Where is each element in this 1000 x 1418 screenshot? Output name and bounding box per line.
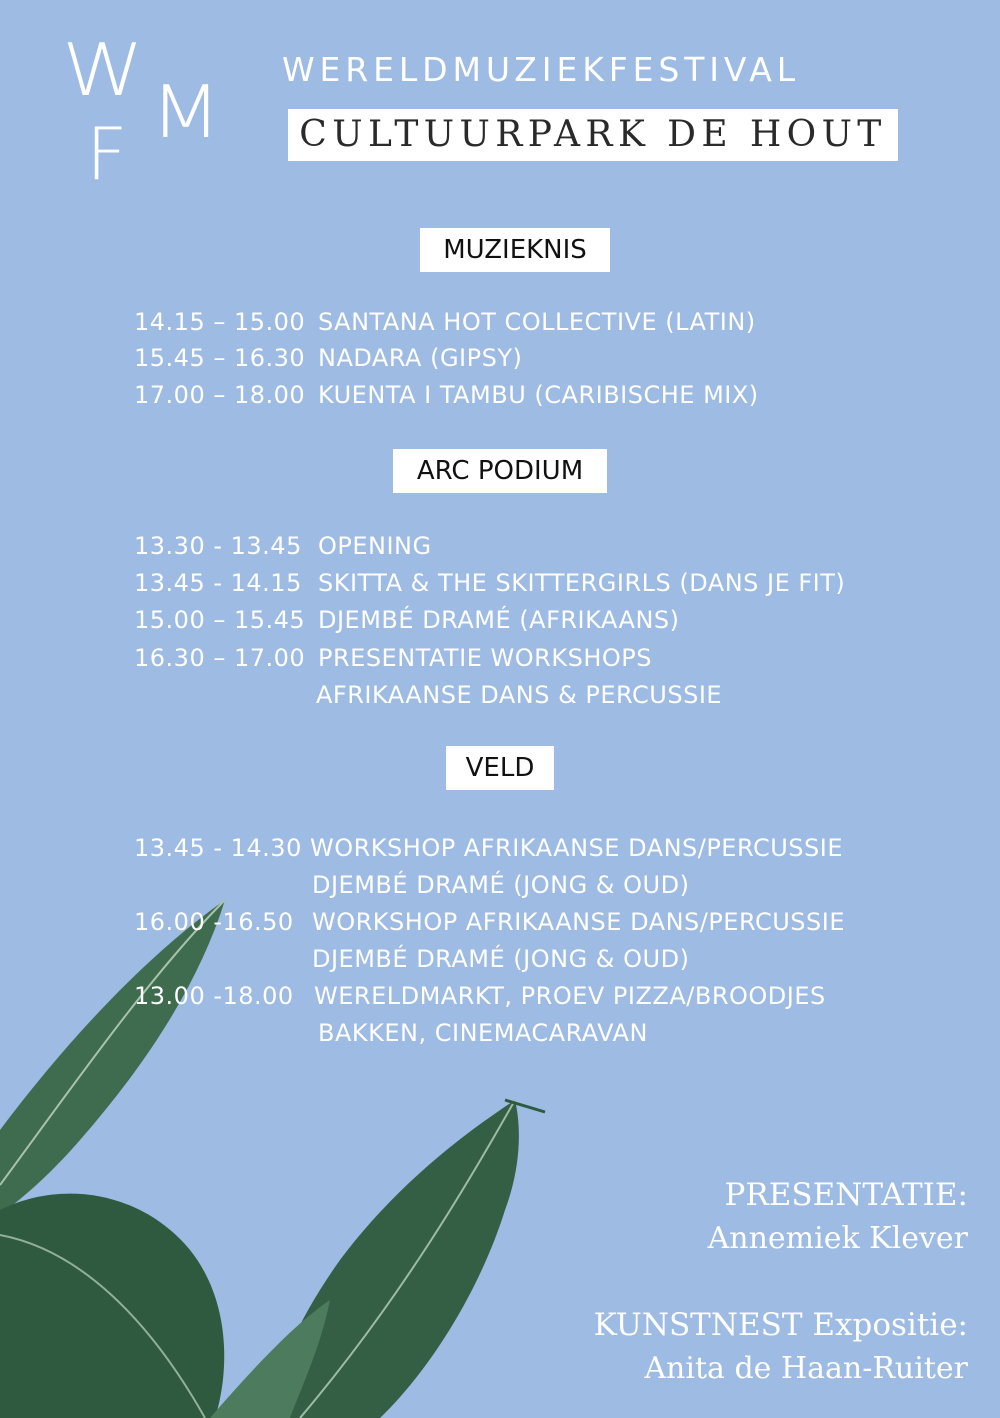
schedule-time: 14.15 – 15.00 bbox=[134, 308, 306, 336]
exhibition-heading: KUNSTNEST Expositie: bbox=[593, 1307, 968, 1343]
schedule-time: 16.30 – 17.00 bbox=[134, 644, 306, 672]
venue-label bbox=[288, 109, 898, 161]
festival-title: WERELDMUZIEKFESTIVAL bbox=[282, 50, 801, 89]
schedule-act: NADARA (GIPSY) bbox=[318, 344, 523, 372]
schedule-act: SKITTA & THE SKITTERGIRLS (DANS JE FIT) bbox=[318, 569, 846, 597]
wmf-logo bbox=[60, 28, 250, 196]
schedule-act: OPENING bbox=[318, 532, 432, 560]
leaf-long bbox=[0, 900, 225, 1215]
schedule-act: KUENTA I TAMBU (CARIBISCHE MIX) bbox=[318, 381, 759, 409]
schedule-act: WORKSHOP AFRIKAANSE DANS/PERCUSSIE bbox=[312, 908, 845, 936]
schedule-row bbox=[134, 910, 845, 934]
stage-heading-arc-podium: ARC PODIUM bbox=[393, 449, 607, 493]
schedule-row bbox=[134, 383, 759, 407]
stage-heading-muzieknis: MUZIEKNIS bbox=[420, 228, 610, 272]
schedule-time: 17.00 – 18.00 bbox=[134, 381, 306, 409]
presentation-name: Annemiek Klever bbox=[707, 1221, 968, 1256]
schedule-act: SANTANA HOT COLLECTIVE (LATIN) bbox=[318, 308, 756, 336]
schedule-time: 13.30 - 13.45 bbox=[134, 532, 302, 560]
schedule-row bbox=[134, 571, 845, 595]
exhibition-name: Anita de Haan-Ruiter bbox=[644, 1351, 968, 1386]
schedule-time: 15.45 – 16.30 bbox=[134, 344, 306, 372]
schedule-act-continuation: DJEMBÉ DRAMÉ (JONG & OUD) bbox=[312, 945, 690, 973]
schedule-time: 16.00 -16.50 bbox=[134, 908, 294, 936]
schedule-row bbox=[134, 984, 826, 1008]
logo-letter-f: F bbox=[86, 112, 128, 196]
schedule-act-continuation: AFRIKAANSE DANS & PERCUSSIE bbox=[316, 681, 723, 709]
schedule-act: WERELDMARKT, PROEV PIZZA/BROODJES bbox=[314, 982, 826, 1010]
schedule-row bbox=[134, 646, 652, 670]
logo-letter-m: M bbox=[150, 70, 222, 154]
schedule-act: DJEMBÉ DRAMÉ (AFRIKAANS) bbox=[318, 606, 680, 634]
schedule-act-continuation: BAKKEN, CINEMACARAVAN bbox=[318, 1019, 648, 1047]
schedule-time: 13.00 -18.00 bbox=[134, 982, 294, 1010]
schedule-act: WORKSHOP AFRIKAANSE DANS/PERCUSSIE bbox=[310, 834, 843, 862]
leaf-left bbox=[0, 1194, 224, 1418]
venue-text: CULTUURPARK DE HOUT bbox=[299, 114, 887, 155]
schedule-row bbox=[134, 608, 680, 632]
schedule-row bbox=[134, 310, 756, 334]
schedule-row bbox=[134, 836, 843, 860]
schedule-act-continuation: DJEMBÉ DRAMÉ (JONG & OUD) bbox=[312, 871, 690, 899]
schedule-row bbox=[134, 534, 432, 558]
schedule-time: 15.00 – 15.45 bbox=[134, 606, 306, 634]
presentation-heading: PRESENTATIE: bbox=[724, 1177, 968, 1213]
schedule-time: 13.45 - 14.30 bbox=[134, 834, 302, 862]
logo-letter-w: W bbox=[62, 28, 144, 112]
schedule-time: 13.45 - 14.15 bbox=[134, 569, 302, 597]
stage-heading-veld: VELD bbox=[446, 746, 554, 790]
schedule-act: PRESENTATIE WORKSHOPS bbox=[318, 644, 652, 672]
schedule-row bbox=[134, 346, 522, 370]
